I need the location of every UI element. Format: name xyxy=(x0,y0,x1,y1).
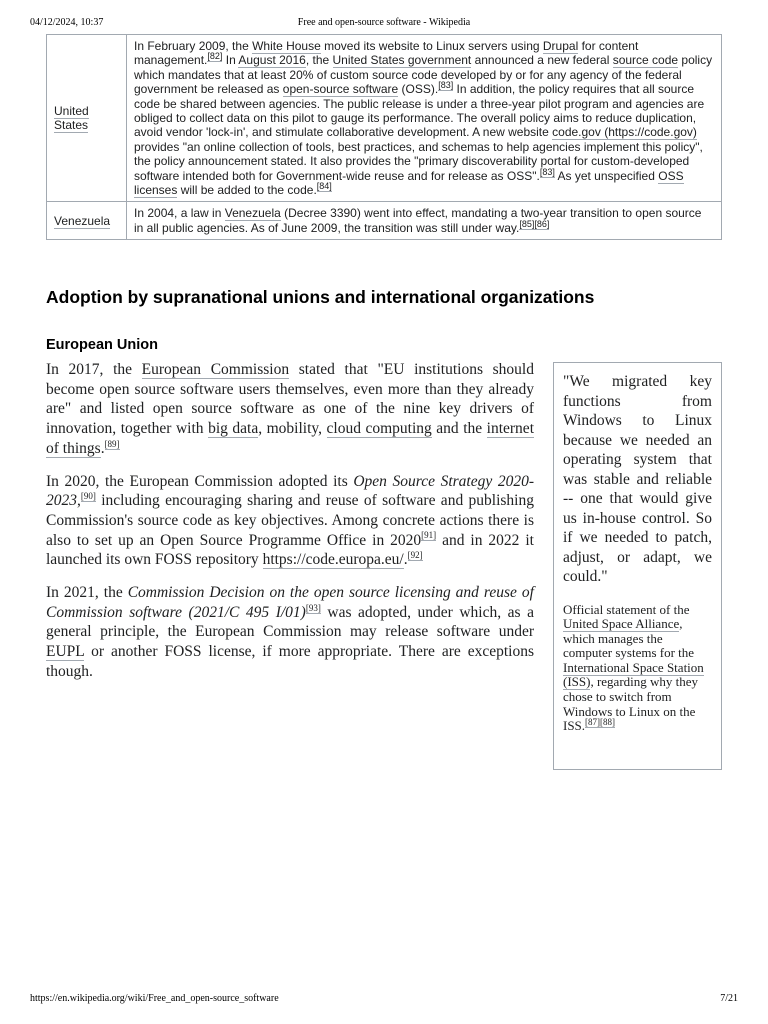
link-internet-of-things[interactable]: internet of things xyxy=(46,420,534,457)
link-drupal[interactable]: Drupal xyxy=(542,39,579,53)
country-cell xyxy=(47,202,127,240)
print-header xyxy=(30,17,738,31)
citation-92[interactable]: [92] xyxy=(407,550,423,561)
quote-caption: Official statement of the United Space Alliance, which manages the computer systems for the International Space Station (ISS), regarding why they chose to switch from Windows to Linux on the ISS.[87][88] xyxy=(563,601,704,734)
article-body xyxy=(46,360,534,695)
citation-84[interactable]: [84] xyxy=(316,181,332,192)
description-cell: In 2004, a law in Venezuela (Decree 3390) went into effect, mandating a two-year transition to open source in all public agencies. As of June 2009, the transition was still under way.[85][86] xyxy=(127,202,722,240)
link-white-house[interactable]: White House xyxy=(252,39,321,53)
citation-83[interactable]: [83] xyxy=(539,166,555,177)
link-code-gov[interactable]: code.gov (https://code.gov) xyxy=(552,125,697,140)
link-eupl[interactable]: EUPL xyxy=(46,643,85,661)
link-oss-licenses[interactable]: OSS licenses xyxy=(134,168,684,198)
link-united-states[interactable]: United States xyxy=(54,103,89,133)
link-big-data[interactable]: big data xyxy=(208,420,259,438)
link-venezuela-country[interactable]: Venezuela xyxy=(54,213,111,228)
citation-91[interactable]: [91] xyxy=(421,530,437,541)
print-footer xyxy=(30,993,738,1007)
link-code-europa[interactable]: https://code.europa.eu/ xyxy=(262,551,404,569)
citation-93[interactable]: [93] xyxy=(305,602,321,613)
link-cloud-computing[interactable]: cloud computing xyxy=(326,420,432,438)
country-adoption-table xyxy=(46,34,722,240)
quote-text: "We migrated key functions from Windows to Linux because we needed an operating system that was stable and reliable -- one that would give us in-house control. So if we needed to patch, adjust, or adapt, we could." xyxy=(563,373,712,585)
link-august-2016[interactable]: August 2016 xyxy=(238,53,306,68)
link-united-states-government[interactable]: United States government xyxy=(332,53,472,68)
print-page-title: Free and open-source software - Wikipedia xyxy=(297,17,471,28)
citation-82[interactable]: [82] xyxy=(207,51,223,62)
link-united-space-alliance[interactable]: United Space Alliance xyxy=(563,616,680,632)
table-row xyxy=(47,35,722,202)
link-source-code[interactable]: source code xyxy=(612,53,679,68)
citation-85[interactable]: [85] xyxy=(519,218,535,229)
print-date: 04/12/2024, 10:37 xyxy=(30,17,104,28)
citation-90[interactable]: [90] xyxy=(80,491,96,502)
quote-box xyxy=(553,362,722,770)
paragraph: In 2021, the Commission Decision on the open source licensing and reuse of Commission software (2021/C 495 I/01)[93] was adopted, under which, as a general principle, the European Commission may release software under EUPL or another FOSS license, if more appropriate. There are exceptions though. xyxy=(46,584,534,680)
table-row xyxy=(47,202,722,240)
citation-83[interactable]: [83] xyxy=(438,80,454,91)
citation-87[interactable]: [87] xyxy=(585,716,601,727)
citation-89[interactable]: [89] xyxy=(104,438,120,449)
print-page-number: 7/21 xyxy=(720,993,738,1004)
subsection-heading: European Union xyxy=(46,337,158,353)
citation-88[interactable]: [88] xyxy=(600,716,616,727)
description-cell: In February 2009, the White House moved its website to Linux servers using Drupal for content management.[82] In August 2016, the United States government announced a new federal source code policy which mandates that at least 20% of custom source code developed by or for any agency of the federal government be released as open-source software (OSS).[83] In addition, the policy requires that all source code be shared between agencies. The public release is under a three-year pilot program and agencies are obliged to collect data on this pilot to gauge its performance. The overall policy aims to reduce duplication, avoid vendor 'lock-in', and stimulate collaborative development. A new website code.gov (https://code.gov) provides "an online collection of tools, best practices, and schemas to help agencies implement this policy", the policy announcement stated. It also provides the "primary discoverability portal for custom-developed software intended both for Government-wide reuse and for release as OSS".[83] As yet unspecified OSS licenses will be added to the code.[84] xyxy=(127,35,722,202)
link-open-source-software[interactable]: open-source software xyxy=(282,82,399,97)
link-european-commission[interactable]: European Commission xyxy=(141,361,290,378)
citation-86[interactable]: [86] xyxy=(534,218,550,229)
section-heading: Adoption by supranational unions and international organizations xyxy=(46,287,595,307)
link-venezuela[interactable]: Venezuela xyxy=(224,206,281,221)
country-cell xyxy=(47,35,127,202)
print-url: https://en.wikipedia.org/wiki/Free_and_open-source_software xyxy=(30,993,279,1004)
paragraph: In 2020, the European Commission adopted its Open Source Strategy 2020-2023,[90] including encouraging sharing and reuse of software and publishing Commission's source code as key objectives. Among concrete actions there is also to set up an Open Source Programme Office in 2020[91] and in 2022 it launched its own FOSS repository https://code.europa.eu/.[92] xyxy=(46,472,534,569)
paragraph: In 2017, the European Commission stated that "EU institutions should become open source software users themselves, even more than they already are" and listed open source software as one of the nine key drivers of innovation, together with big data, mobility, cloud computing and the internet of things.[89] xyxy=(46,361,534,457)
link-international-space-station[interactable]: International Space Station (ISS) xyxy=(563,659,704,690)
